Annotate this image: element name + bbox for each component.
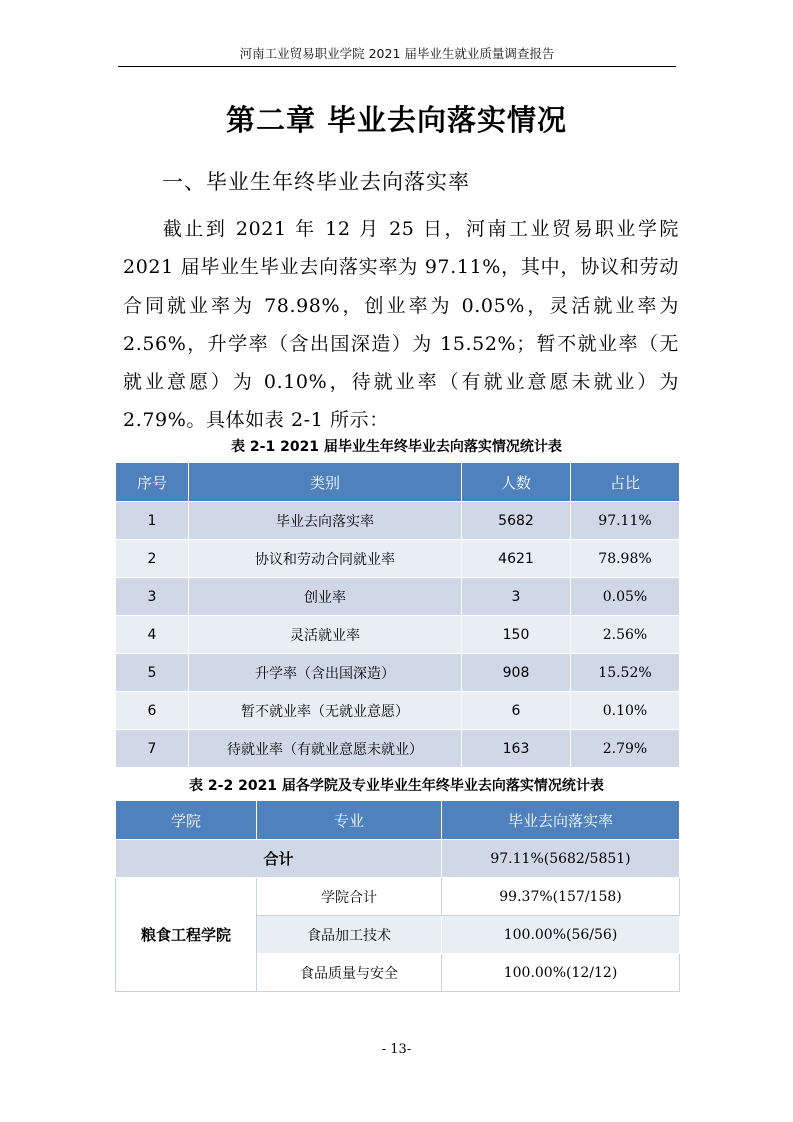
table-row (116, 654, 680, 692)
table-cell: 2.79% (571, 730, 680, 768)
table1-header-cell: 序号 (116, 463, 189, 502)
chapter-title: 第二章 毕业去向落实情况 (225, 103, 568, 137)
table-cell: 3 (462, 578, 571, 616)
table2-header-row (116, 801, 680, 840)
table-cell: 1 (116, 502, 189, 540)
table-cell: 99.37%(157/158) (442, 878, 680, 916)
table-cell: 升学率（含出国深造） (189, 654, 462, 692)
table-cell: 2 (116, 540, 189, 578)
table-cell: 100.00%(12/12) (442, 954, 680, 992)
page-number: - 13- (381, 1042, 412, 1057)
table1-header-cell: 类别 (189, 463, 462, 502)
table-row (116, 502, 680, 540)
table-college-major-destination-rates (115, 800, 680, 992)
table-cell: 2.56% (571, 616, 680, 654)
table-cell: 6 (462, 692, 571, 730)
college-name: 粮食工程学院 (116, 878, 257, 992)
table-cell: 0.10% (571, 692, 680, 730)
table-cell: 待就业率（有就业意愿未就业） (189, 730, 462, 768)
table-row (116, 578, 680, 616)
table-row (116, 730, 680, 768)
table-cell: 3 (116, 578, 189, 616)
body-paragraph-text: 截止到 2021 年 12 月 25 日，河南工业贸易职业学院 2021 届毕业生毕业去向落实率为 97.11%，其中，协议和劳动合同就业率为 78.98%，创业率为 0.05%，灵活就业率为 2.56%，升学率（含出国深造）为 15.52%；暂不就业率（无就业意愿）为 0.10%，待就业率（有就业意愿未就业）为 2.79%。具体如表 2-1 所示： (123, 218, 679, 432)
table1-caption: 表 2-1 2021 届毕业生年终毕业去向落实情况统计表 (231, 439, 562, 455)
section-title: 一、毕业生年终毕业去向落实率 (162, 170, 470, 194)
table-total-row (116, 840, 680, 878)
table-row (116, 878, 680, 916)
table-cell: 5 (116, 654, 189, 692)
table-cell: 78.98% (571, 540, 680, 578)
table-cell: 学院合计 (257, 878, 442, 916)
header-divider (118, 66, 676, 67)
table-cell: 创业率 (189, 578, 462, 616)
table1-header-cell: 占比 (571, 463, 680, 502)
table2-header-cell: 学院 (116, 801, 257, 840)
table-cell: 163 (462, 730, 571, 768)
table-cell: 4 (116, 616, 189, 654)
total-value: 97.11%(5682/5851) (442, 840, 680, 878)
table-row (116, 540, 680, 578)
table-cell: 暂不就业率（无就业意愿） (189, 692, 462, 730)
total-label: 合计 (116, 840, 442, 878)
table-cell: 100.00%(56/56) (442, 916, 680, 954)
table2-header-cell: 毕业去向落实率 (442, 801, 680, 840)
table-graduation-destination-rates (115, 462, 680, 768)
table2-caption: 表 2-2 2021 届各学院及专业毕业生年终毕业去向落实情况统计表 (189, 778, 604, 794)
table-cell: 908 (462, 654, 571, 692)
running-header: 河南工业贸易职业学院 2021 届毕业生就业质量调查报告 (239, 46, 555, 61)
table-cell: 食品加工技术 (257, 916, 442, 954)
table-cell: 97.11% (571, 502, 680, 540)
table-cell: 协议和劳动合同就业率 (189, 540, 462, 578)
table-cell: 灵活就业率 (189, 616, 462, 654)
table2-header-cell: 专业 (257, 801, 442, 840)
table-cell: 毕业去向落实率 (189, 502, 462, 540)
table-row (116, 692, 680, 730)
table-cell: 6 (116, 692, 189, 730)
table-cell: 15.52% (571, 654, 680, 692)
table-cell: 150 (462, 616, 571, 654)
table-cell: 食品质量与安全 (257, 954, 442, 992)
table-row (116, 616, 680, 654)
table-cell: 0.05% (571, 578, 680, 616)
table1-header-row (116, 463, 680, 502)
table1-header-cell: 人数 (462, 463, 571, 502)
table-cell: 5682 (462, 502, 571, 540)
table-cell: 4621 (462, 540, 571, 578)
body-paragraph (123, 210, 679, 440)
table-cell: 7 (116, 730, 189, 768)
